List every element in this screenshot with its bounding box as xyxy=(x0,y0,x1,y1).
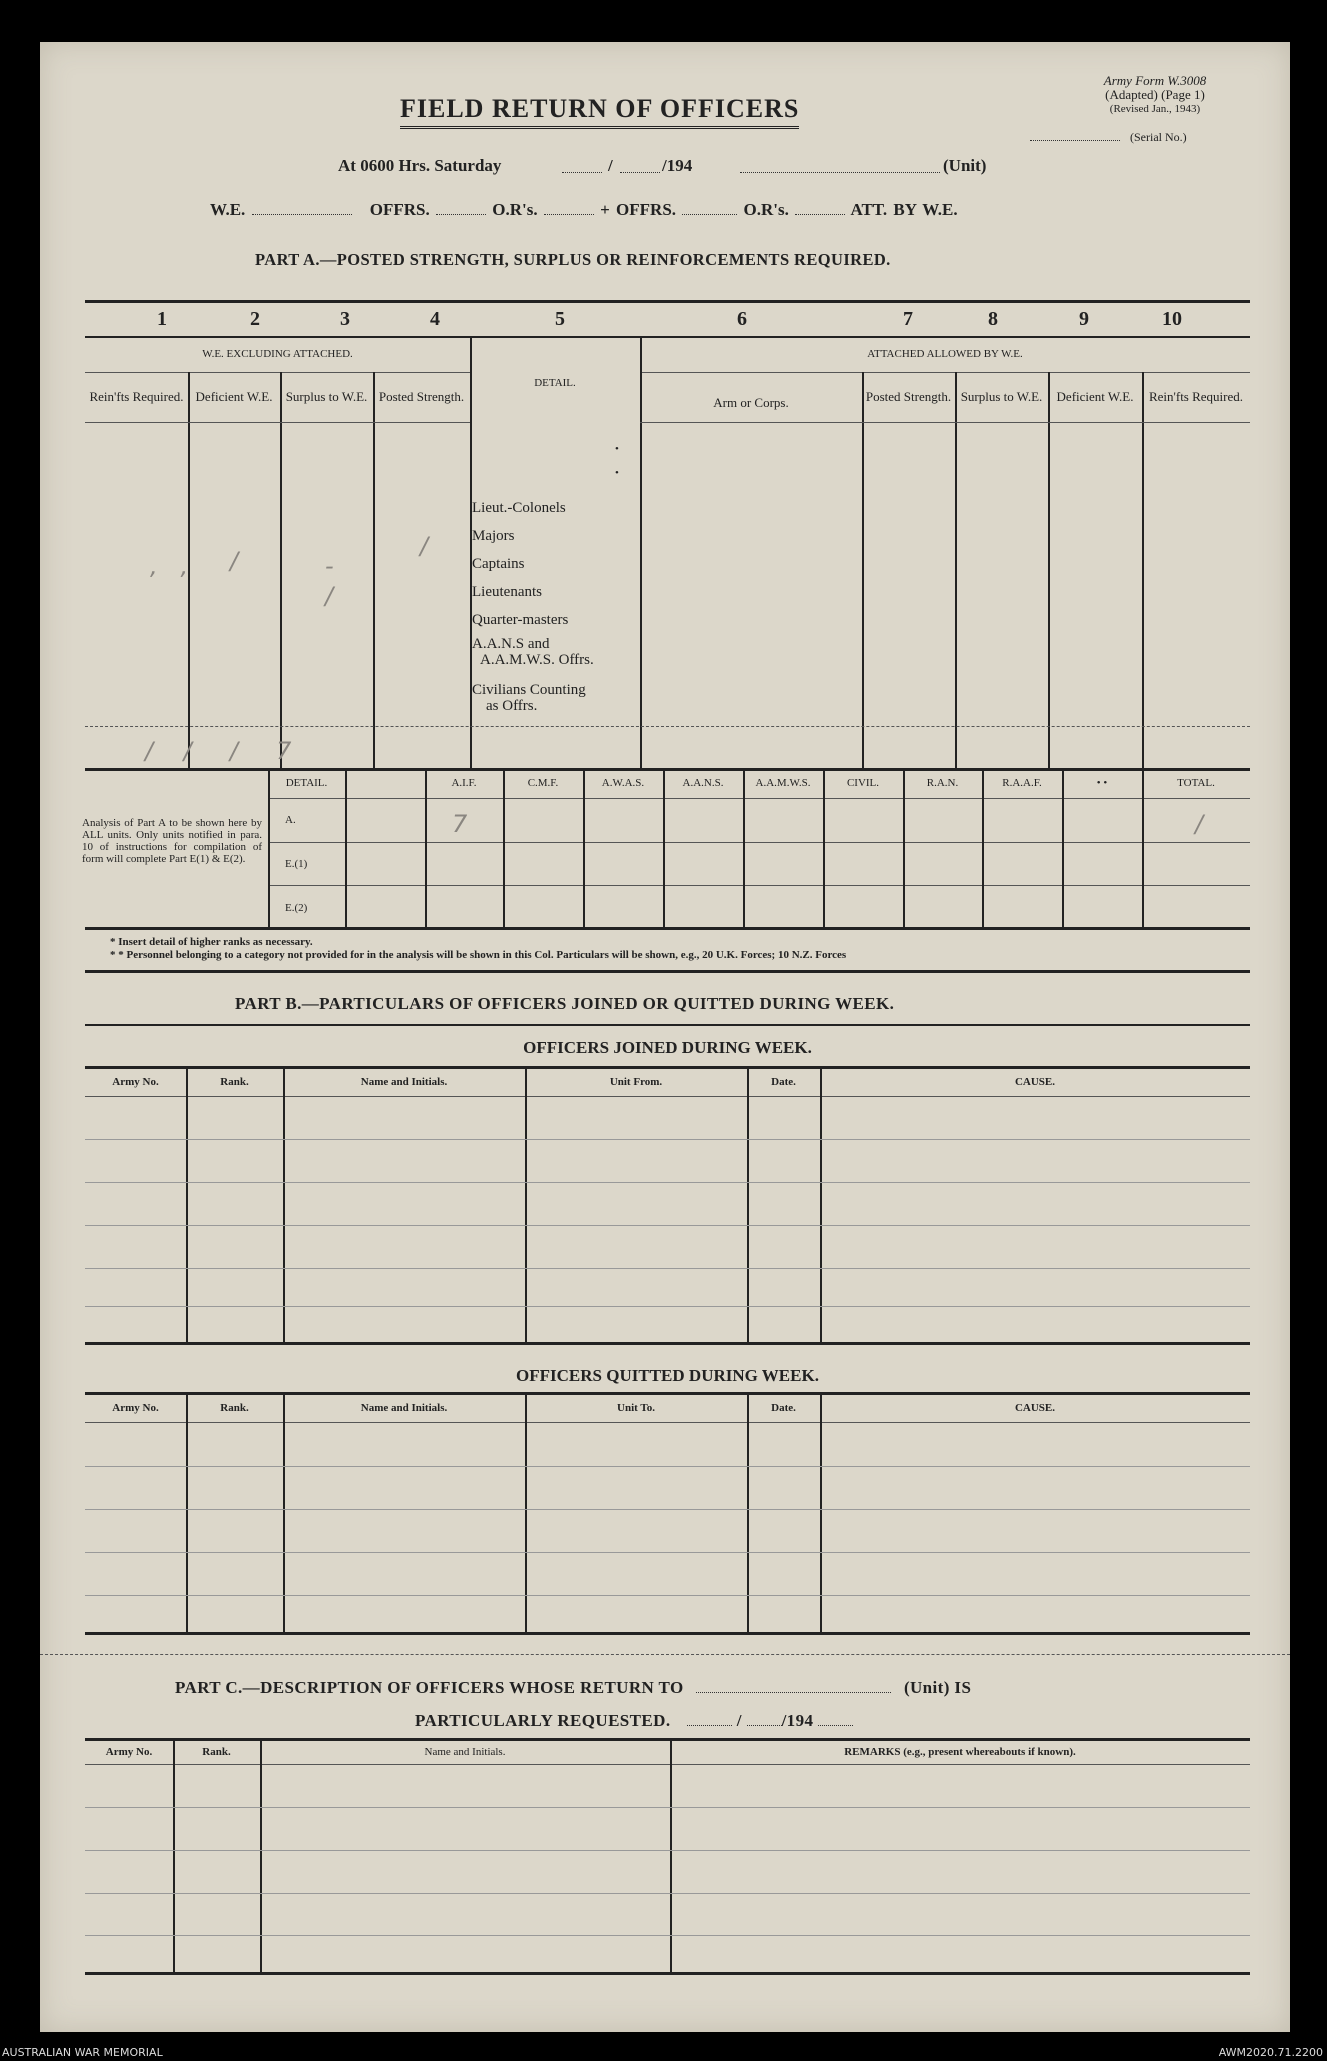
date-day-dots xyxy=(562,172,602,173)
rank-aans xyxy=(472,636,594,668)
footnotes xyxy=(110,936,846,962)
rank-item: Majors xyxy=(472,528,515,544)
analysis-head: CIVIL. xyxy=(846,777,880,789)
footer-right: AWM2020.71.2200 xyxy=(1218,2046,1323,2059)
head-deficient: Deficient W.E. xyxy=(195,389,273,404)
date-sep1: / xyxy=(608,156,613,175)
part-c-line1 xyxy=(175,1678,971,1698)
pencil-mark: / xyxy=(325,582,334,610)
col-num: 8 xyxy=(988,308,998,330)
analysis-divider xyxy=(268,768,270,928)
quitted-divider xyxy=(747,1392,749,1634)
analysis-row-rule xyxy=(268,842,1250,843)
col-divider xyxy=(955,372,957,768)
head-rule-left xyxy=(85,422,470,423)
part-c-divider xyxy=(670,1738,672,1974)
col-num: 9 xyxy=(1079,308,1089,330)
joined-row-rule xyxy=(85,1182,1250,1183)
quitted-divider xyxy=(525,1392,527,1634)
analysis-divider xyxy=(503,768,505,928)
head-reinfts-right: Rein'fts Required. xyxy=(1148,389,1244,404)
analysis-divider xyxy=(345,768,347,928)
col-divider xyxy=(1142,372,1144,768)
quitted-bottom-rule xyxy=(85,1632,1250,1635)
part-a-num-rule xyxy=(85,336,1250,338)
analysis-row-rule xyxy=(268,885,1250,886)
rank-list xyxy=(472,494,568,634)
rank-civilians xyxy=(472,682,586,714)
col-num: 2 xyxy=(250,308,260,330)
we-label: W.E. xyxy=(210,200,246,219)
col-num: 6 xyxy=(737,308,747,330)
col-num: 5 xyxy=(555,308,565,330)
analysis-divider xyxy=(1142,768,1144,928)
totals-dash-rule xyxy=(85,726,1250,727)
analysis-divider xyxy=(903,768,905,928)
joined-row-rule xyxy=(85,1268,1250,1269)
att-label: ATT. BY W.E. xyxy=(850,200,958,219)
rank-item: Civilians Counting xyxy=(472,682,586,698)
analysis-head: A.A.N.S. xyxy=(682,777,724,789)
unit-dots xyxy=(740,172,940,173)
analysis-divider xyxy=(982,768,984,928)
part-c-requested: PARTICULARLY REQUESTED. xyxy=(415,1711,671,1730)
quitted-row-rule xyxy=(85,1466,1250,1467)
part-c-head: Army No. xyxy=(105,1746,153,1758)
quitted-top-rule xyxy=(85,1392,1250,1395)
col-num: 3 xyxy=(340,308,350,330)
form-number: Army Form W.3008 xyxy=(1103,73,1207,88)
pencil-mark: - xyxy=(325,552,334,580)
quitted-divider xyxy=(186,1392,188,1634)
rank-item: as Offrs. xyxy=(486,698,538,714)
col-num: 10 xyxy=(1162,308,1182,330)
analysis-head: A.W.A.S. xyxy=(601,777,645,789)
quitted-divider xyxy=(283,1392,285,1634)
group-right-rule xyxy=(640,372,1250,373)
joined-head: Rank. xyxy=(220,1076,249,1088)
joined-divider xyxy=(283,1066,285,1344)
analysis-top-rule xyxy=(85,768,1250,771)
joined-divider xyxy=(186,1066,188,1344)
joined-bottom-rule xyxy=(85,1342,1250,1345)
analysis-head: TOTAL. xyxy=(1177,777,1215,789)
part-c-row-rule xyxy=(85,1893,1250,1894)
quitted-head-rule xyxy=(85,1422,1250,1423)
form-revised: (Revised Jan., 1943) xyxy=(1109,103,1201,115)
serial-label: (Serial No.) xyxy=(1130,130,1187,144)
form-adapted: (Adapted) (Page 1) xyxy=(1105,87,1205,102)
part-c-row-rule xyxy=(85,1807,1250,1808)
pencil-mark: , , xyxy=(150,552,189,580)
part-a-title: PART A.—POSTED STRENGTH, SURPLUS OR REINFORCEMENTS REQUIRED. xyxy=(255,250,891,269)
footnote: * Insert detail of higher ranks as necessary. xyxy=(110,936,313,948)
analysis-head: R.A.A.F. xyxy=(1002,777,1042,789)
analysis-note: Analysis of Part A to be shown here by ALL units. Only units notified in para. 10 of instructions for compilation of form will complete Part E(1) & E(2). xyxy=(82,817,262,865)
analysis-head: C.M.F. xyxy=(527,777,559,789)
form-reference xyxy=(1040,74,1270,116)
joined-top-rule xyxy=(85,1066,1250,1069)
quitted-divider xyxy=(820,1392,822,1634)
form-sheet xyxy=(40,42,1290,2032)
footer-left: AUSTRALIAN WAR MEMORIAL xyxy=(2,2046,163,2059)
bullet: • xyxy=(615,443,619,455)
analysis-row-label: E.(1) xyxy=(285,858,308,870)
part-c-head: Name and Initials. xyxy=(424,1746,506,1758)
col-num: 1 xyxy=(157,308,167,330)
quitted-title: OFFICERS QUITTED DURING WEEK. xyxy=(516,1366,819,1385)
analysis-head: DETAIL. xyxy=(285,777,328,789)
analysis-divider xyxy=(823,768,825,928)
rank-item: Lieut.-Colonels xyxy=(472,500,566,516)
col-num: 7 xyxy=(903,308,913,330)
head-posted-right: Posted Strength. xyxy=(865,389,952,404)
part-b-title: PART B.—PARTICULARS OF OFFICERS JOINED OR QUITTED DURING WEEK. xyxy=(235,994,895,1013)
joined-row-rule xyxy=(85,1306,1250,1307)
page-title: FIELD RETURN OF OFFICERS xyxy=(400,94,799,129)
serial-dots xyxy=(1030,140,1120,141)
analysis-divider xyxy=(425,768,427,928)
part-c-divider xyxy=(260,1738,262,1974)
part-c-date: /194 xyxy=(781,1711,814,1730)
quitted-head: Unit To. xyxy=(617,1402,655,1414)
quitted-row-rule xyxy=(85,1552,1250,1553)
joined-divider xyxy=(820,1066,822,1344)
head-deficient-right: Deficient W.E. xyxy=(1056,389,1134,404)
part-b-sub-rule xyxy=(85,1024,1250,1026)
part-c-row-rule xyxy=(85,1935,1250,1936)
detail-header: DETAIL. xyxy=(534,377,576,389)
joined-head: Date. xyxy=(771,1076,796,1088)
date-year: /194 xyxy=(662,156,693,175)
part-c-unit: (Unit) IS xyxy=(903,1678,972,1697)
col-divider xyxy=(373,372,375,768)
head-surplus: Surplus to W.E. xyxy=(285,389,368,404)
col-divider xyxy=(280,372,282,768)
joined-row-rule xyxy=(85,1139,1250,1140)
quitted-head: CAUSE. xyxy=(1014,1402,1056,1414)
group-left-rule xyxy=(85,372,470,373)
group-right-header: ATTACHED ALLOWED BY W.E. xyxy=(867,348,1023,360)
joined-row-rule xyxy=(85,1225,1250,1226)
quitted-head: Name and Initials. xyxy=(360,1402,448,1414)
joined-head: CAUSE. xyxy=(1014,1076,1056,1088)
part-c-divider xyxy=(173,1738,175,1974)
pencil-mark: 7 xyxy=(452,810,468,838)
quitted-row-rule xyxy=(85,1509,1250,1510)
head-reinfts: Rein'fts Required. xyxy=(89,389,184,404)
head-posted: Posted Strength. xyxy=(378,389,465,404)
joined-head: Name and Initials. xyxy=(360,1076,448,1088)
quitted-head: Date. xyxy=(771,1402,796,1414)
analysis-divider xyxy=(583,768,585,928)
head-arm-corps: Arm or Corps. xyxy=(713,395,789,410)
part-b-rule xyxy=(85,970,1250,973)
col-divider xyxy=(862,372,864,768)
plus-offrs-label: + OFFRS. xyxy=(600,200,677,219)
pencil-mark: / xyxy=(1195,810,1204,838)
we-line xyxy=(210,200,958,220)
quitted-row-rule xyxy=(85,1595,1250,1596)
part-c-row-rule xyxy=(85,1850,1250,1851)
ors-label: O.R's. xyxy=(492,200,538,219)
joined-head-rule xyxy=(85,1096,1250,1097)
group-left-header: W.E. EXCLUDING ATTACHED. xyxy=(202,348,353,360)
analysis-head: R.A.N. xyxy=(926,777,959,789)
footnote: * * Personnel belonging to a category not provided for in the analysis will be shown in this Col. Particulars will be shown, e.g., 20 U.K. Forces; 10 N.Z. Forces xyxy=(110,949,847,961)
quitted-head: Army No. xyxy=(112,1402,159,1414)
part-a-top-rule xyxy=(85,300,1250,303)
analysis-bottom-rule xyxy=(85,927,1250,930)
rank-item: A.A.N.S and xyxy=(472,636,550,652)
rank-item: Quarter-masters xyxy=(472,612,569,628)
part-c-line2: PARTICULARLY REQUESTED. / /194 xyxy=(415,1711,853,1731)
analysis-divider xyxy=(743,768,745,928)
col-divider xyxy=(1048,372,1050,768)
analysis-head: • • xyxy=(1096,777,1108,789)
analysis-head: A.I.F. xyxy=(451,777,477,789)
tear-line xyxy=(40,1654,1290,1655)
ors2-label: O.R's. xyxy=(743,200,789,219)
part-c-head: REMARKS (e.g., present whereabouts if known). xyxy=(844,1746,1076,1758)
offrs-label: OFFRS. xyxy=(369,200,430,219)
rank-item: Lieutenants xyxy=(472,584,542,600)
bullet: • xyxy=(615,467,619,479)
analysis-row-label: A. xyxy=(285,814,296,826)
analysis-divider xyxy=(663,768,665,928)
joined-title: OFFICERS JOINED DURING WEEK. xyxy=(523,1038,812,1057)
rank-item: Captains xyxy=(472,556,525,572)
bullet-marks xyxy=(615,437,619,485)
joined-head: Unit From. xyxy=(609,1076,663,1088)
part-c-head: Rank. xyxy=(202,1746,231,1758)
analysis-row-label: E.(2) xyxy=(285,902,308,914)
col-num: 4 xyxy=(430,308,440,330)
analysis-head: A.A.M.W.S. xyxy=(755,777,811,789)
unit-label: (Unit) xyxy=(943,156,987,175)
pencil-mark: / / / 7 xyxy=(145,737,292,765)
head-rule-right xyxy=(640,422,1250,423)
rank-item: A.A.M.W.S. Offrs. xyxy=(480,652,594,668)
head-surplus-right: Surplus to W.E. xyxy=(960,389,1043,404)
joined-divider xyxy=(525,1066,527,1344)
analysis-head-rule xyxy=(268,798,1250,799)
time-label: At 0600 Hrs. Saturday xyxy=(338,156,502,175)
part-c-title: PART C.—DESCRIPTION OF OFFICERS WHOSE RETURN TO xyxy=(175,1678,684,1697)
pencil-mark: / xyxy=(420,532,429,560)
joined-divider xyxy=(747,1066,749,1344)
analysis-divider xyxy=(1062,768,1064,928)
pencil-mark: / xyxy=(230,547,239,575)
date-month-dots xyxy=(620,172,660,173)
quitted-head: Rank. xyxy=(220,1402,249,1414)
joined-head: Army No. xyxy=(112,1076,159,1088)
col-divider xyxy=(188,372,190,768)
